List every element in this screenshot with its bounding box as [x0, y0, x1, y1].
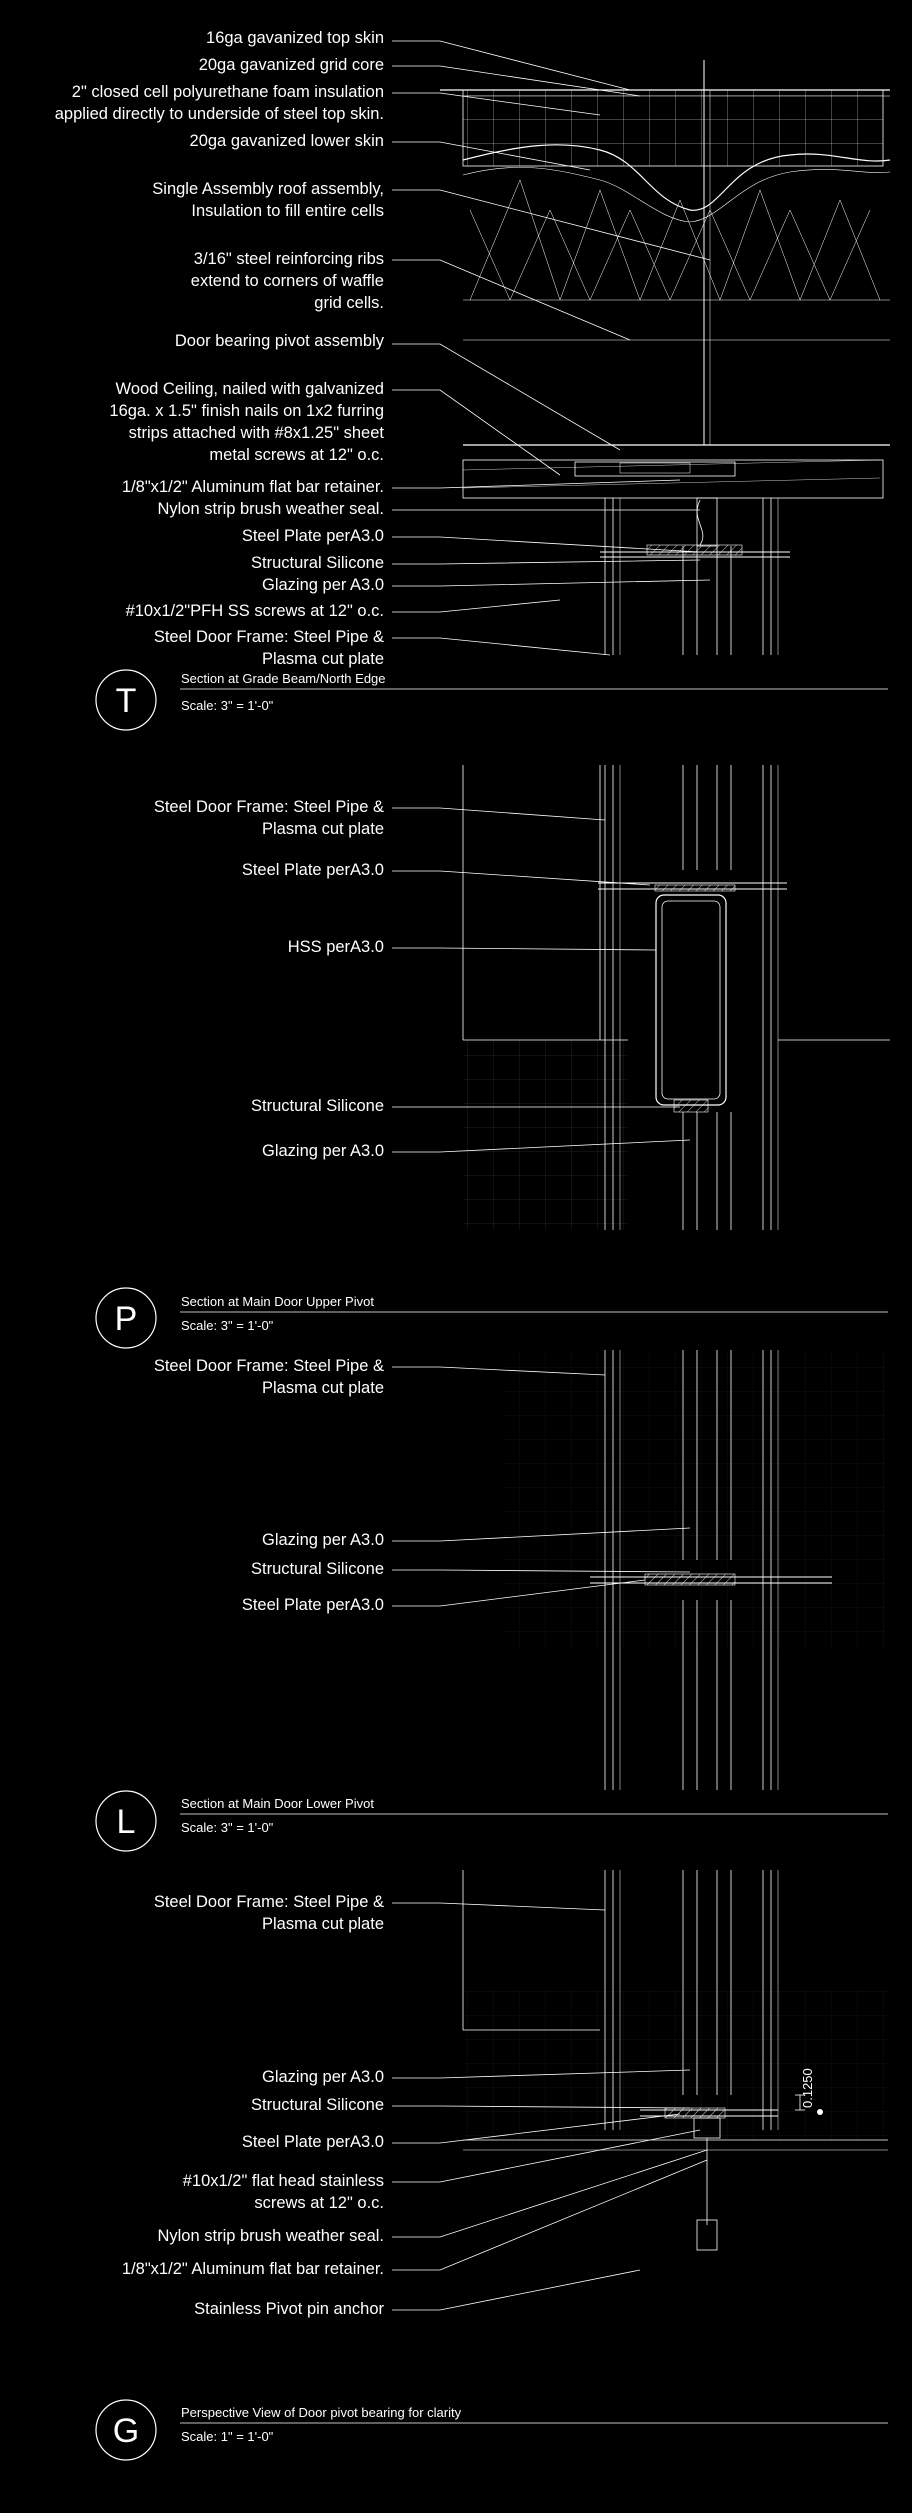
callout-l-1: Glazing per A3.0: [262, 1531, 384, 1549]
callout-t-1: 20ga gavanized grid core: [198, 56, 384, 74]
callout-g-6: 1/8"x1/2" Aluminum flat bar retainer.: [121, 2260, 384, 2278]
leader-line: [392, 638, 610, 655]
leader-line: [392, 1903, 605, 1910]
callout-t-9: Nylon strip brush weather seal.: [157, 500, 384, 518]
callout-g-1: Glazing per A3.0: [262, 2068, 384, 2086]
section-id: L: [116, 1803, 136, 1841]
section-scale: Scale: 3" = 1'-0": [181, 1318, 274, 1333]
callout-p-3: Structural Silicone: [251, 1097, 384, 1115]
section-scale: Scale: 3" = 1'-0": [181, 698, 274, 713]
leader-line: [392, 2160, 707, 2270]
section-id: P: [114, 1300, 138, 1338]
callout-g-4: #10x1/2" flat head stainless screws at 12" o.c.: [182, 2172, 384, 2212]
callout-l-3: Steel Plate perA3.0: [241, 1596, 384, 1614]
callout-g-0: Steel Door Frame: Steel Pipe & Plasma cut plate: [153, 1893, 384, 1933]
callout-p-1: Steel Plate perA3.0: [241, 861, 384, 879]
callout-g-2: Structural Silicone: [251, 2096, 384, 2114]
callout-t-6: Door bearing pivot assembly: [174, 332, 384, 350]
callout-g-3: Steel Plate perA3.0: [241, 2133, 384, 2151]
leader-line: [392, 2150, 707, 2237]
callout-t-7: Wood Ceiling, nailed with galvanized 16ga. x 1.5" finish nails on 1x2 furring strips attached with #8x1.25" sheet metal screws at 12" o.c.: [109, 380, 384, 464]
callout-l-2: Structural Silicone: [251, 1560, 384, 1578]
leader-line: [392, 560, 700, 564]
callout-t-10: Steel Plate perA3.0: [241, 527, 384, 545]
callout-p-0: Steel Door Frame: Steel Pipe & Plasma cut plate: [153, 798, 384, 838]
section-t-drawing: [440, 60, 890, 655]
callout-t-8: 1/8"x1/2" Aluminum flat bar retainer.: [121, 478, 384, 496]
section-title: Section at Main Door Lower Pivot: [181, 1796, 374, 1811]
leader-line: [392, 580, 710, 586]
leader-line: [392, 41, 630, 90]
section-title: Section at Main Door Upper Pivot: [181, 1294, 374, 1309]
section-g-drawing: [463, 1870, 888, 2250]
section-scale: Scale: 3" = 1'-0": [181, 1820, 274, 1835]
callout-t-3: 20ga gavanized lower skin: [189, 132, 384, 150]
callout-g-7: Stainless Pivot pin anchor: [194, 2300, 384, 2318]
callout-t-2: 2" closed cell polyurethane foam insulation applied directly to underside of steel top skin.: [54, 83, 384, 123]
section-scale: Scale: 1" = 1'-0": [181, 2429, 274, 2444]
section-id: G: [112, 2412, 140, 2450]
callout-t-12: Glazing per A3.0: [262, 576, 384, 594]
leader-line: [392, 600, 560, 612]
leader-line: [392, 390, 560, 475]
section-id: T: [115, 682, 137, 720]
section-title: Perspective View of Door pivot bearing for clarity: [181, 2405, 462, 2420]
callout-l-0: Steel Door Frame: Steel Pipe & Plasma cut plate: [153, 1357, 384, 1397]
leader-line: [392, 2270, 640, 2310]
callout-p-2: HSS perA3.0: [287, 938, 384, 956]
leader-line: [392, 808, 605, 820]
leader-line: [392, 190, 710, 260]
leader-line: [392, 344, 620, 450]
section-title: Section at Grade Beam/North Edge: [181, 671, 386, 686]
leader-line: [392, 948, 656, 950]
section-l-drawing: [505, 1350, 885, 1790]
callout-t-4: Single Assembly roof assembly, Insulation to fill entire cells: [152, 180, 384, 220]
callout-labels: [55, 29, 385, 2318]
section-p-drawing: [463, 765, 890, 1230]
callout-t-0: 16ga gavanized top skin: [206, 29, 384, 47]
dimension-label: 0.1250: [800, 2068, 815, 2108]
callout-p-4: Glazing per A3.0: [262, 1142, 384, 1160]
callout-t-14: Steel Door Frame: Steel Pipe & Plasma cut plate: [153, 628, 384, 668]
callout-t-5: 3/16" steel reinforcing ribs extend to corners of waffle grid cells.: [190, 250, 384, 312]
callout-t-11: Structural Silicone: [251, 554, 384, 572]
callout-t-13: #10x1/2"PFH SS screws at 12" o.c.: [125, 602, 384, 620]
callout-g-5: Nylon strip brush weather seal.: [157, 2227, 384, 2245]
